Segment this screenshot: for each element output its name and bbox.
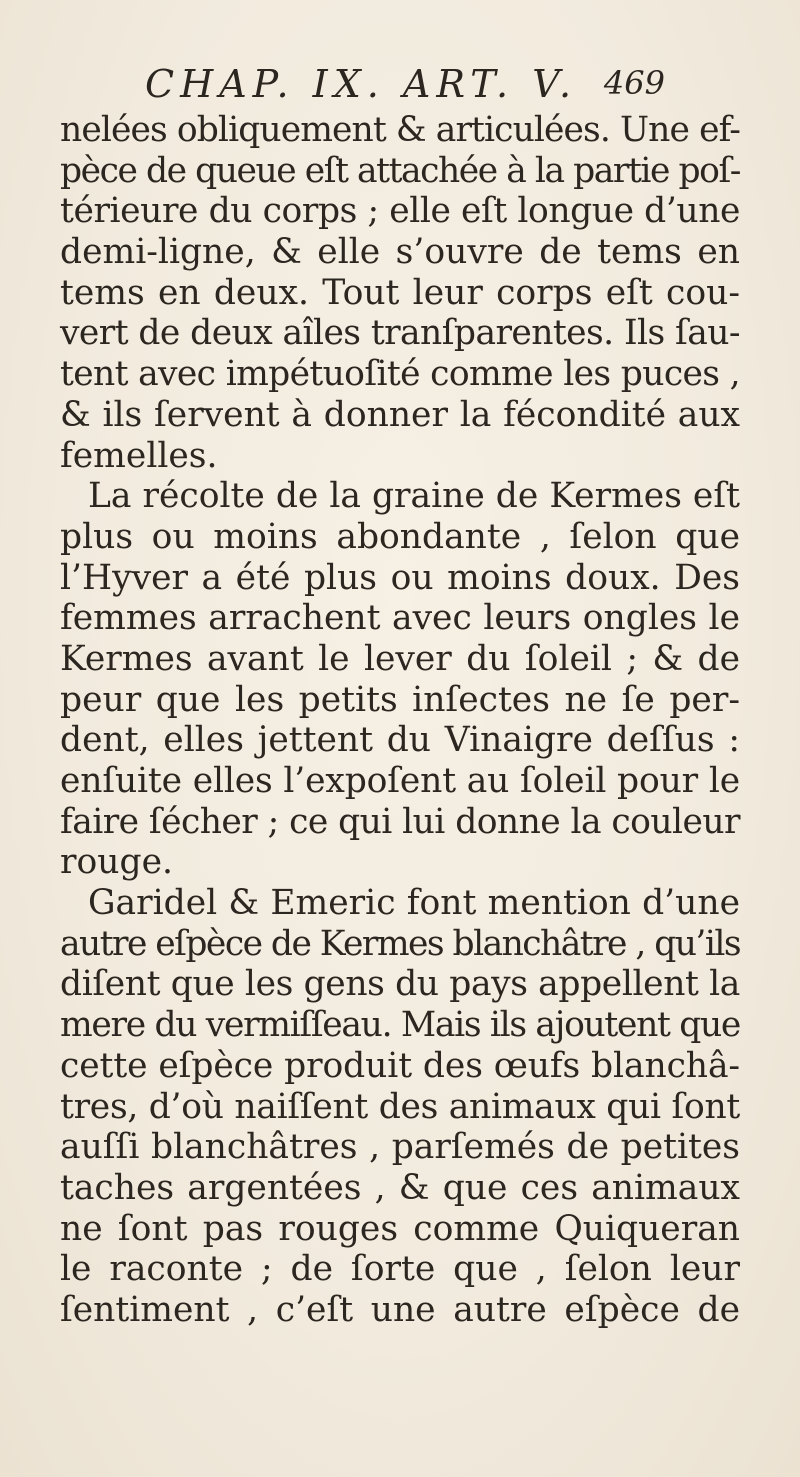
text-line: tems en deux. Tout leur corps eſt cou- xyxy=(60,272,740,313)
text-line: demi-ligne, & elle s’ouvre de tems en xyxy=(60,232,740,273)
text-line: diſent que les gens du pays appellent la xyxy=(60,964,740,1005)
body-text xyxy=(60,110,740,1331)
text-line: peur que les petits inſectes ne ſe per- xyxy=(60,679,740,720)
text-line: & ils ſervent à donner la fécondité aux xyxy=(60,394,740,435)
text-line: femmes arrachent avec leurs ongles le xyxy=(60,598,740,639)
text-line: tres, d’où naiſſent des animaux qui ſont xyxy=(60,1086,740,1127)
text-line: plus ou moins abondante , ſelon que xyxy=(60,516,740,557)
page-number: 469 xyxy=(603,64,665,102)
text-line: taches argentées , & que ces animaux xyxy=(60,1167,740,1208)
text-line: nelées obliquement & articulées. Une ef- xyxy=(60,110,740,150)
text-line: ne ſont pas rouges comme Quiqueran xyxy=(60,1208,740,1249)
text-line: pèce de queue eſt attachée à la partie poſ- xyxy=(60,150,740,191)
text-line: térieure du corps ; elle eſt longue d’une xyxy=(60,191,740,232)
text-line: Garidel & Emeric font mention d’une xyxy=(88,883,740,924)
text-line: femelles. xyxy=(60,435,218,476)
page-header xyxy=(145,62,665,112)
text-line: autre eſpèce de Kermes blanchâtre , qu’ils xyxy=(60,923,740,964)
running-head: CHAP. IX. ART. V. xyxy=(145,62,578,106)
text-line: l’Hyver a été plus ou moins doux. Des xyxy=(60,557,740,598)
text-line: ſentiment , c’eſt une autre eſpèce de xyxy=(60,1289,740,1330)
text-line: faire ſécher ; ce qui lui donne la couleur xyxy=(60,801,740,842)
text-line: auſſi blanchâtres , parſemés de petites xyxy=(60,1127,740,1168)
text-line: vert de deux aîles tranſparentes. Ils ſau- xyxy=(60,313,740,354)
text-line: dent, elles jettent du Vinaigre deſſus : xyxy=(60,720,740,761)
text-line: cette eſpèce produit des œufs blanchâ- xyxy=(60,1045,740,1086)
text-line: tent avec impétuoſité comme les puces , xyxy=(60,354,740,395)
text-line: mere du vermiſſeau. Mais ils ajoutent que xyxy=(60,1005,740,1046)
text-line: le raconte ; de ſorte que , ſelon leur xyxy=(60,1249,740,1290)
text-line: enſuite elles l’expoſent au ſoleil pour le xyxy=(60,761,740,801)
text-line: La récolte de la graine de Kermes eſt xyxy=(88,476,740,517)
text-line: rouge. xyxy=(60,842,173,883)
text-line: Kermes avant le lever du ſoleil ; & de xyxy=(60,638,740,679)
